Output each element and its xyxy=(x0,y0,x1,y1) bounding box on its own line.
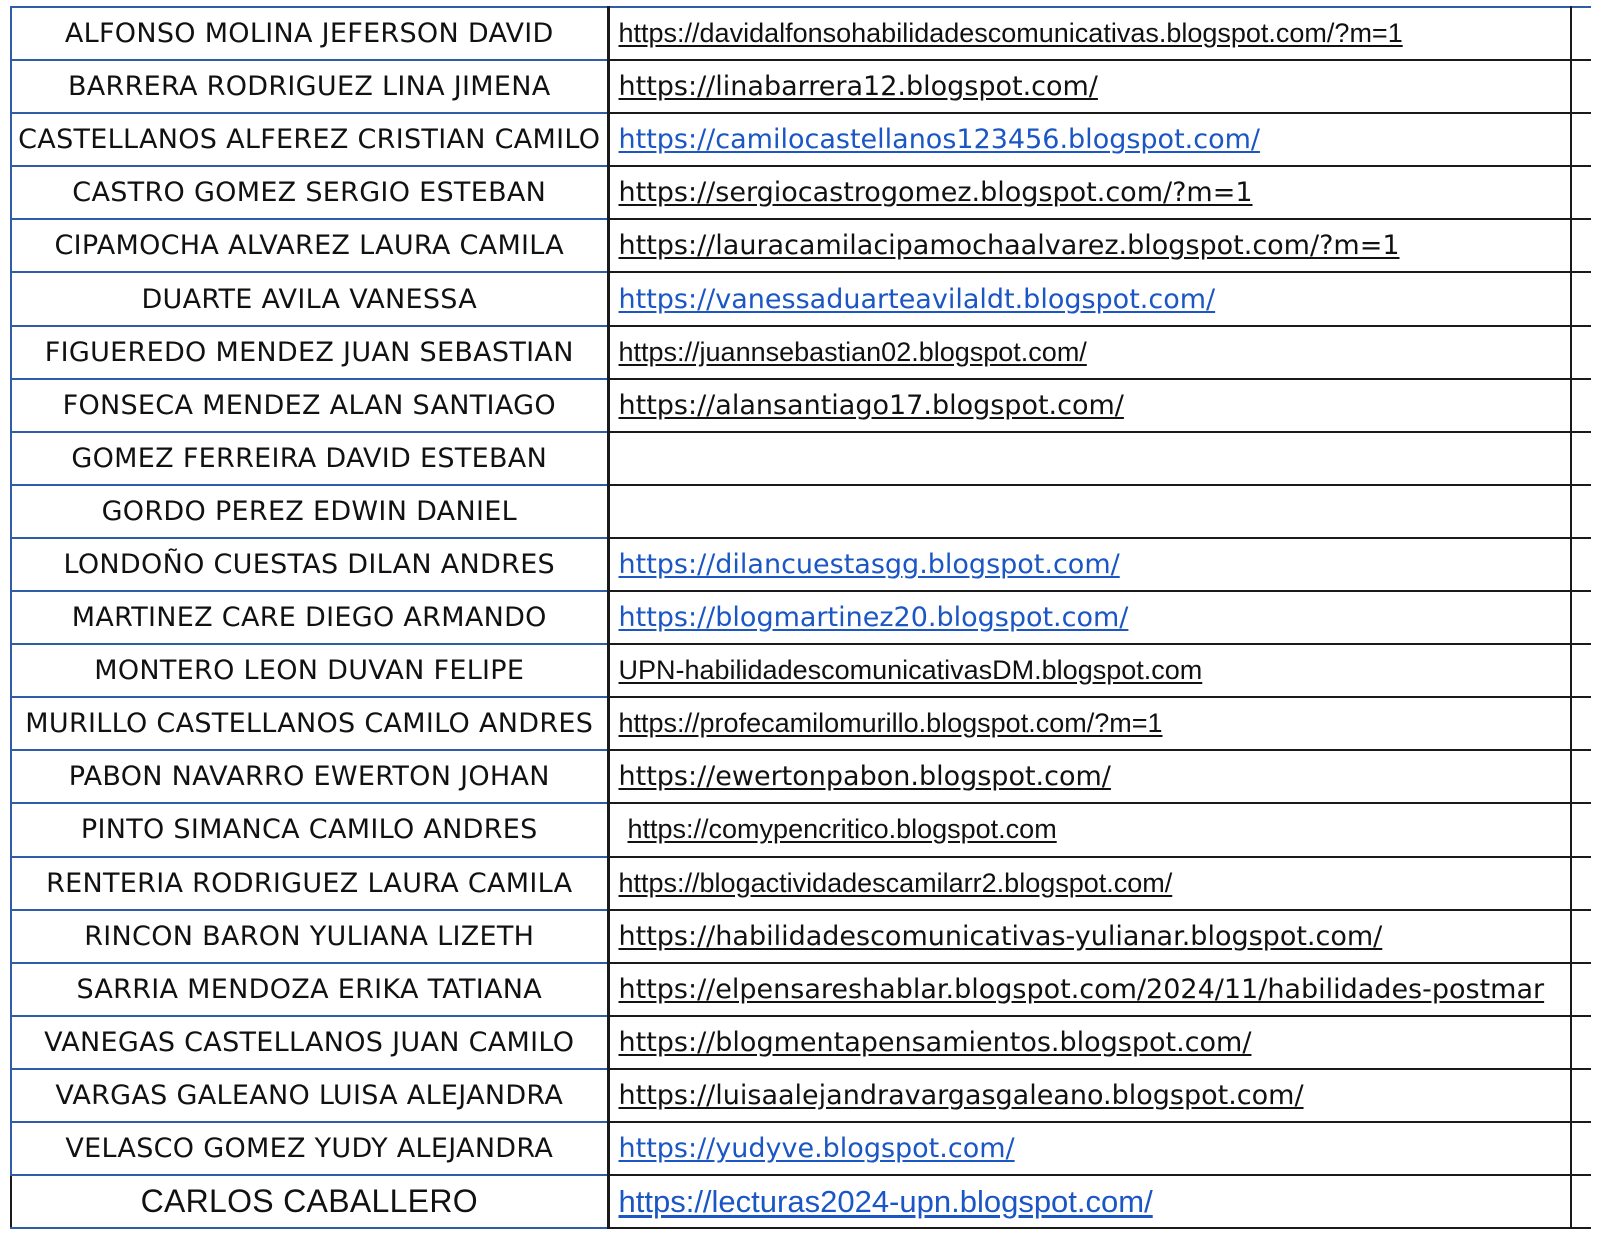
student-name-cell[interactable] xyxy=(11,485,608,538)
blog-link[interactable]: https://sergiocastrogomez.blogspot.com/?m=1 xyxy=(618,177,1253,209)
table-row xyxy=(11,272,1591,325)
student-name-cell[interactable] xyxy=(11,326,608,379)
student-blog-table xyxy=(10,6,1591,1229)
blog-url-cell[interactable] xyxy=(608,591,1571,644)
table-row xyxy=(11,1122,1591,1175)
empty-cell[interactable] xyxy=(1571,7,1591,60)
blog-link[interactable]: UPN-habilidadescomunicativasDM.blogspot.com xyxy=(618,655,1203,686)
student-name-cell[interactable] xyxy=(11,432,608,485)
blog-link[interactable]: https://ewertonpabon.blogspot.com/ xyxy=(618,761,1111,793)
blog-url-cell[interactable] xyxy=(608,1069,1571,1122)
blog-url-cell[interactable] xyxy=(608,219,1571,272)
empty-cell[interactable] xyxy=(1571,60,1591,113)
student-name: BARRERA RODRIGUEZ LINA JIMENA xyxy=(67,71,551,103)
blog-url-cell[interactable] xyxy=(608,272,1571,325)
blog-link[interactable]: https://linabarrera12.blogspot.com/ xyxy=(618,71,1098,103)
table-row xyxy=(11,60,1591,113)
student-name: PABON NAVARRO EWERTON JOHAN xyxy=(68,761,550,793)
student-name-cell[interactable] xyxy=(11,219,608,272)
student-name: VELASCO GOMEZ YUDY ALEJANDRA xyxy=(65,1133,554,1165)
table-row xyxy=(11,697,1591,750)
blog-url-cell[interactable] xyxy=(608,857,1571,910)
blog-url-cell[interactable] xyxy=(608,750,1571,803)
blog-link[interactable]: https://comypencritico.blogspot.com xyxy=(627,814,1057,845)
blog-link[interactable]: https://camilocastellanos123456.blogspot.com/ xyxy=(618,124,1261,156)
table-row xyxy=(11,485,1591,538)
student-name: FIGUEREDO MENDEZ JUAN SEBASTIAN xyxy=(44,336,574,368)
empty-cell[interactable] xyxy=(1571,1069,1591,1122)
student-name-cell[interactable] xyxy=(11,644,608,697)
empty-cell[interactable] xyxy=(1571,697,1591,750)
student-name-cell[interactable] xyxy=(11,60,608,113)
empty-cell[interactable] xyxy=(1571,432,1591,485)
student-name: CARLOS CABALLERO xyxy=(140,1183,478,1220)
table-row xyxy=(11,113,1591,166)
table-row xyxy=(11,644,1591,697)
blog-link[interactable]: https://elpensareshablar.blogspot.com/2024/11/habilidades-postmar xyxy=(618,973,1545,1005)
table-row xyxy=(11,379,1591,432)
blog-url-cell[interactable] xyxy=(608,538,1571,591)
student-name: VARGAS GALEANO LUISA ALEJANDRA xyxy=(55,1079,564,1111)
student-name: SARRIA MENDOZA ERIKA TATIANA xyxy=(76,973,543,1005)
empty-cell[interactable] xyxy=(1571,379,1591,432)
student-name: ALFONSO MOLINA JEFERSON DAVID xyxy=(64,18,554,50)
table-row xyxy=(11,326,1591,379)
blog-url-cell[interactable] xyxy=(608,697,1571,750)
empty-cell[interactable] xyxy=(1571,538,1591,591)
blog-url-cell[interactable] xyxy=(608,644,1571,697)
blog-url-cell[interactable] xyxy=(608,963,1571,1016)
student-name-cell[interactable] xyxy=(11,272,608,325)
blog-url-cell[interactable] xyxy=(608,326,1571,379)
empty-cell[interactable] xyxy=(1571,166,1591,219)
student-name: CIPAMOCHA ALVAREZ LAURA CAMILA xyxy=(54,230,565,262)
blog-link[interactable]: https://luisaalejandravargasgaleano.blogspot.com/ xyxy=(618,1079,1304,1111)
blog-url-cell[interactable] xyxy=(608,7,1571,60)
blog-link[interactable]: https://vanessaduarteavilaldt.blogspot.com/ xyxy=(618,283,1216,315)
empty-cell[interactable] xyxy=(1571,219,1591,272)
table-row xyxy=(11,432,1591,485)
blog-link[interactable]: https://lauracamilacipamochaalvarez.blogspot.com/?m=1 xyxy=(618,230,1400,262)
blog-link[interactable]: https://yudyve.blogspot.com/ xyxy=(618,1133,1015,1165)
empty-cell[interactable] xyxy=(1571,113,1591,166)
blog-url-cell[interactable] xyxy=(608,910,1571,963)
student-name-cell[interactable] xyxy=(11,113,608,166)
empty-cell[interactable] xyxy=(1571,1122,1591,1175)
table-row xyxy=(11,963,1591,1016)
table-row xyxy=(11,166,1591,219)
student-name-cell[interactable] xyxy=(11,7,608,60)
table-row xyxy=(11,1175,1591,1228)
table-row xyxy=(11,538,1591,591)
empty-cell[interactable] xyxy=(1571,1016,1591,1069)
blog-url-cell[interactable] xyxy=(608,1175,1571,1228)
student-name: MONTERO LEON DUVAN FELIPE xyxy=(94,655,525,687)
blog-url-cell[interactable] xyxy=(608,1016,1571,1069)
table-row xyxy=(11,219,1591,272)
student-name: RENTERIA RODRIGUEZ LAURA CAMILA xyxy=(46,867,573,899)
blog-link[interactable]: https://habilidadescomunicativas-yulianar.blogspot.com/ xyxy=(618,920,1383,952)
student-name: LONDOÑO CUESTAS DILAN ANDRES xyxy=(63,548,555,580)
blog-link[interactable]: https://alansantiago17.blogspot.com/ xyxy=(618,389,1124,421)
empty-cell[interactable] xyxy=(1571,1175,1591,1228)
student-name-cell[interactable] xyxy=(11,591,608,644)
student-name: MARTINEZ CARE DIEGO ARMANDO xyxy=(71,602,547,634)
student-name-cell[interactable] xyxy=(11,166,608,219)
blog-link[interactable]: https://lecturas2024-upn.blogspot.com/ xyxy=(618,1183,1153,1219)
student-name-cell[interactable] xyxy=(11,1016,608,1069)
student-name: VANEGAS CASTELLANOS JUAN CAMILO xyxy=(44,1026,575,1058)
table-row xyxy=(11,1016,1591,1069)
blog-link[interactable]: https://davidalfonsohabilidadescomunicativas.blogspot.com/?m=1 xyxy=(618,18,1403,49)
student-name-cell[interactable] xyxy=(11,1122,608,1175)
blog-link[interactable]: https://dilancuestasgg.blogspot.com/ xyxy=(618,548,1120,580)
student-name-cell[interactable] xyxy=(11,697,608,750)
empty-cell[interactable] xyxy=(1571,326,1591,379)
student-name: FONSECA MENDEZ ALAN SANTIAGO xyxy=(62,389,556,421)
blog-link[interactable]: https://juannsebastian02.blogspot.com/ xyxy=(618,336,1087,367)
student-name: PINTO SIMANCA CAMILO ANDRES xyxy=(80,814,538,846)
table-row xyxy=(11,750,1591,803)
student-name-cell[interactable] xyxy=(11,379,608,432)
blog-link[interactable]: https://blogmentapensamientos.blogspot.com/ xyxy=(618,1026,1252,1058)
student-name: GORDO PEREZ EDWIN DANIEL xyxy=(101,495,517,527)
table-row xyxy=(11,857,1591,910)
table-row xyxy=(11,7,1591,60)
blog-link[interactable]: https://profecamilomurillo.blogspot.com/?m=1 xyxy=(618,708,1163,739)
blog-link[interactable]: https://blogactividadescamilarr2.blogspot.com/ xyxy=(618,867,1173,898)
student-name-cell[interactable] xyxy=(11,1069,608,1122)
student-name-cell[interactable] xyxy=(11,750,608,803)
empty-cell[interactable] xyxy=(1571,750,1591,803)
student-name: CASTRO GOMEZ SERGIO ESTEBAN xyxy=(72,177,547,209)
empty-cell[interactable] xyxy=(1571,591,1591,644)
blog-url-cell[interactable] xyxy=(608,485,1571,538)
empty-cell[interactable] xyxy=(1571,910,1591,963)
student-name-cell[interactable] xyxy=(11,963,608,1016)
blog-url-cell[interactable] xyxy=(608,379,1571,432)
student-name: MURILLO CASTELLANOS CAMILO ANDRES xyxy=(25,708,594,740)
blog-url-cell[interactable] xyxy=(608,803,1571,856)
blog-url-cell[interactable] xyxy=(608,166,1571,219)
table-row xyxy=(11,591,1591,644)
table-row xyxy=(11,910,1591,963)
student-name: RINCON BARON YULIANA LIZETH xyxy=(84,920,535,952)
blog-url-cell[interactable] xyxy=(608,113,1571,166)
table-body xyxy=(11,7,1591,1228)
student-name-cell[interactable] xyxy=(11,803,608,856)
student-name-cell[interactable] xyxy=(11,910,608,963)
blog-url-cell[interactable] xyxy=(608,432,1571,485)
blog-url-cell[interactable] xyxy=(608,1122,1571,1175)
table-row xyxy=(11,803,1591,856)
table-row xyxy=(11,1069,1591,1122)
student-name-cell[interactable] xyxy=(11,857,608,910)
empty-cell[interactable] xyxy=(1571,272,1591,325)
empty-cell[interactable] xyxy=(1571,857,1591,910)
student-name: CASTELLANOS ALFEREZ CRISTIAN CAMILO xyxy=(18,124,601,156)
student-name-cell[interactable] xyxy=(11,1175,608,1228)
student-name: GOMEZ FERREIRA DAVID ESTEBAN xyxy=(71,442,548,474)
empty-cell[interactable] xyxy=(1571,485,1591,538)
student-name-cell[interactable] xyxy=(11,538,608,591)
empty-cell[interactable] xyxy=(1571,644,1591,697)
blog-link[interactable]: https://blogmartinez20.blogspot.com/ xyxy=(618,602,1129,634)
empty-cell[interactable] xyxy=(1571,963,1591,1016)
blog-url-cell[interactable] xyxy=(608,60,1571,113)
empty-cell[interactable] xyxy=(1571,803,1591,856)
student-name: DUARTE AVILA VANESSA xyxy=(141,283,478,315)
